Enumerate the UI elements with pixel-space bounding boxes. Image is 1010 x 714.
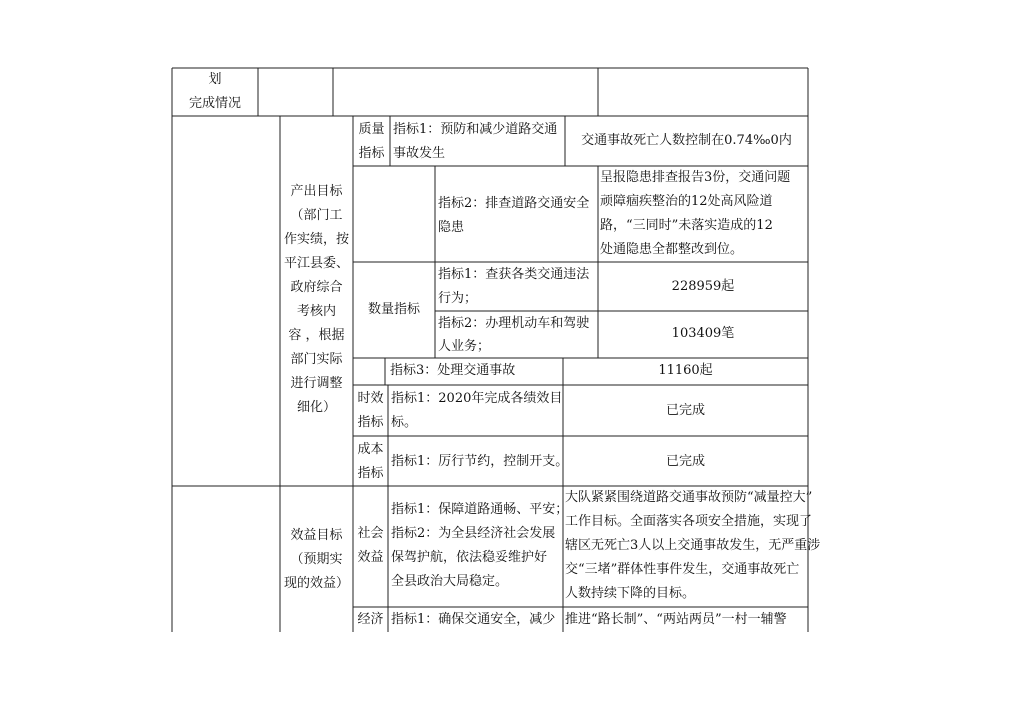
quality-result-2-line3: 路，“三同时”未落实造成的12 [600,218,773,233]
quality-result-2-line1: 呈报隐患排查报告3份，交通问题 [600,170,791,185]
quality-indicator-1-line1: 指标1：预防和减少道路交通 [393,122,558,137]
output-label-line: 作实绩，按 [283,232,349,247]
quantity-indicator-2-line1: 指标2：办理机动车和驾驶 [438,316,590,331]
output-label-line: 平江县委、 [283,256,349,271]
quantity-result-1: 228959起 [671,279,735,294]
social-label-line2: 效益 [357,550,384,565]
timeliness-label-line1: 时效 [357,391,384,406]
header-label-line2: 完成情况 [188,96,241,111]
quantity-result-2: 103409笔 [671,326,735,341]
quality-result-2-line4: 处通隐患全都整改到位。 [600,242,744,257]
output-label-line: 进行调整 [290,376,343,391]
output-label-line: 容 ，根据 [288,328,345,343]
benefit-label-line3: 现的效益） [283,576,349,591]
quantity-indicator-1-line2: 行为； [438,291,478,306]
cost-result: 已完成 [665,454,705,469]
social-indicator-line4: 全县政治大局稳定。 [391,574,509,589]
timeliness-label-line2: 指标 [357,415,384,430]
timeliness-indicator-line2: 标。 [391,415,418,430]
quality-indicator-2-line1: 指标2：排查道路交通安全 [438,196,590,211]
economic-label: 经济 [357,612,384,627]
cost-label-line2: 指标 [357,466,384,481]
quality-result-2-line2: 顽障痼疾整治的12处高风险道 [600,194,773,209]
social-indicator-line2: 指标2：为全县经济社会发展 [391,526,556,541]
output-label-line: （部门工 [290,208,343,223]
quality-label-line2: 指标 [358,146,385,161]
quantity-indicator-2-line2: 人业务； [438,339,491,354]
social-result-line3: 辖区无死亡3人以上交通事故发生，无严重涉 [565,538,821,553]
social-result-line4: 交“三堵”群体性事件发生，交通事故死亡 [565,562,800,577]
social-result-line2: 工作目标。全面落实各项安全措施，实现了 [565,514,813,529]
output-label-line: 考核内 [296,304,336,319]
benefit-label-line1: 效益目标 [290,528,343,543]
benefit-label-line2: （预期实 [290,552,343,567]
cost-indicator: 指标1：厉行节约，控制开支。 [391,454,569,469]
quality-label-line1: 质量 [358,122,385,137]
timeliness-indicator-line1: 指标1：2020年完成各绩效目 [391,391,563,406]
social-result-line5: 人数持续下降的目标。 [565,586,696,601]
quantity-result-3: 11160起 [658,363,713,378]
cost-label-line1: 成本 [357,442,384,457]
social-indicator-line1: 指标1：保障道路通畅、平安； [391,502,569,517]
output-label-line: 细化） [296,400,336,415]
output-label-line: 部门实际 [290,352,343,367]
quality-result-1: 交通事故死亡人数控制在0.74‰0内 [581,133,792,148]
quantity-indicator-3: 指标3：处理交通事故 [390,363,516,378]
timeliness-result: 已完成 [665,403,705,418]
output-label-line: 产出目标 [290,184,343,199]
quantity-indicator-1-line1: 指标1：查获各类交通违法 [438,267,590,282]
social-indicator-line3: 保驾护航，依法稳妥维护好 [391,550,548,565]
quantity-label: 数量指标 [367,302,420,317]
economic-indicator: 指标1：确保交通安全，减少 [391,612,556,627]
output-label-line: 政府综合 [290,280,343,295]
quality-indicator-2-line2: 隐患 [438,220,465,235]
quality-indicator-1-line2: 事故发生 [393,146,446,161]
social-label-line1: 社会 [357,526,384,541]
header-label-line1: 划 [208,72,222,87]
social-result-line1: 大队紧紧围绕道路交通事故预防“减量控大” [565,490,813,505]
economic-result: 推进“路长制”、“两站两员”一村一辅警 [565,612,787,627]
